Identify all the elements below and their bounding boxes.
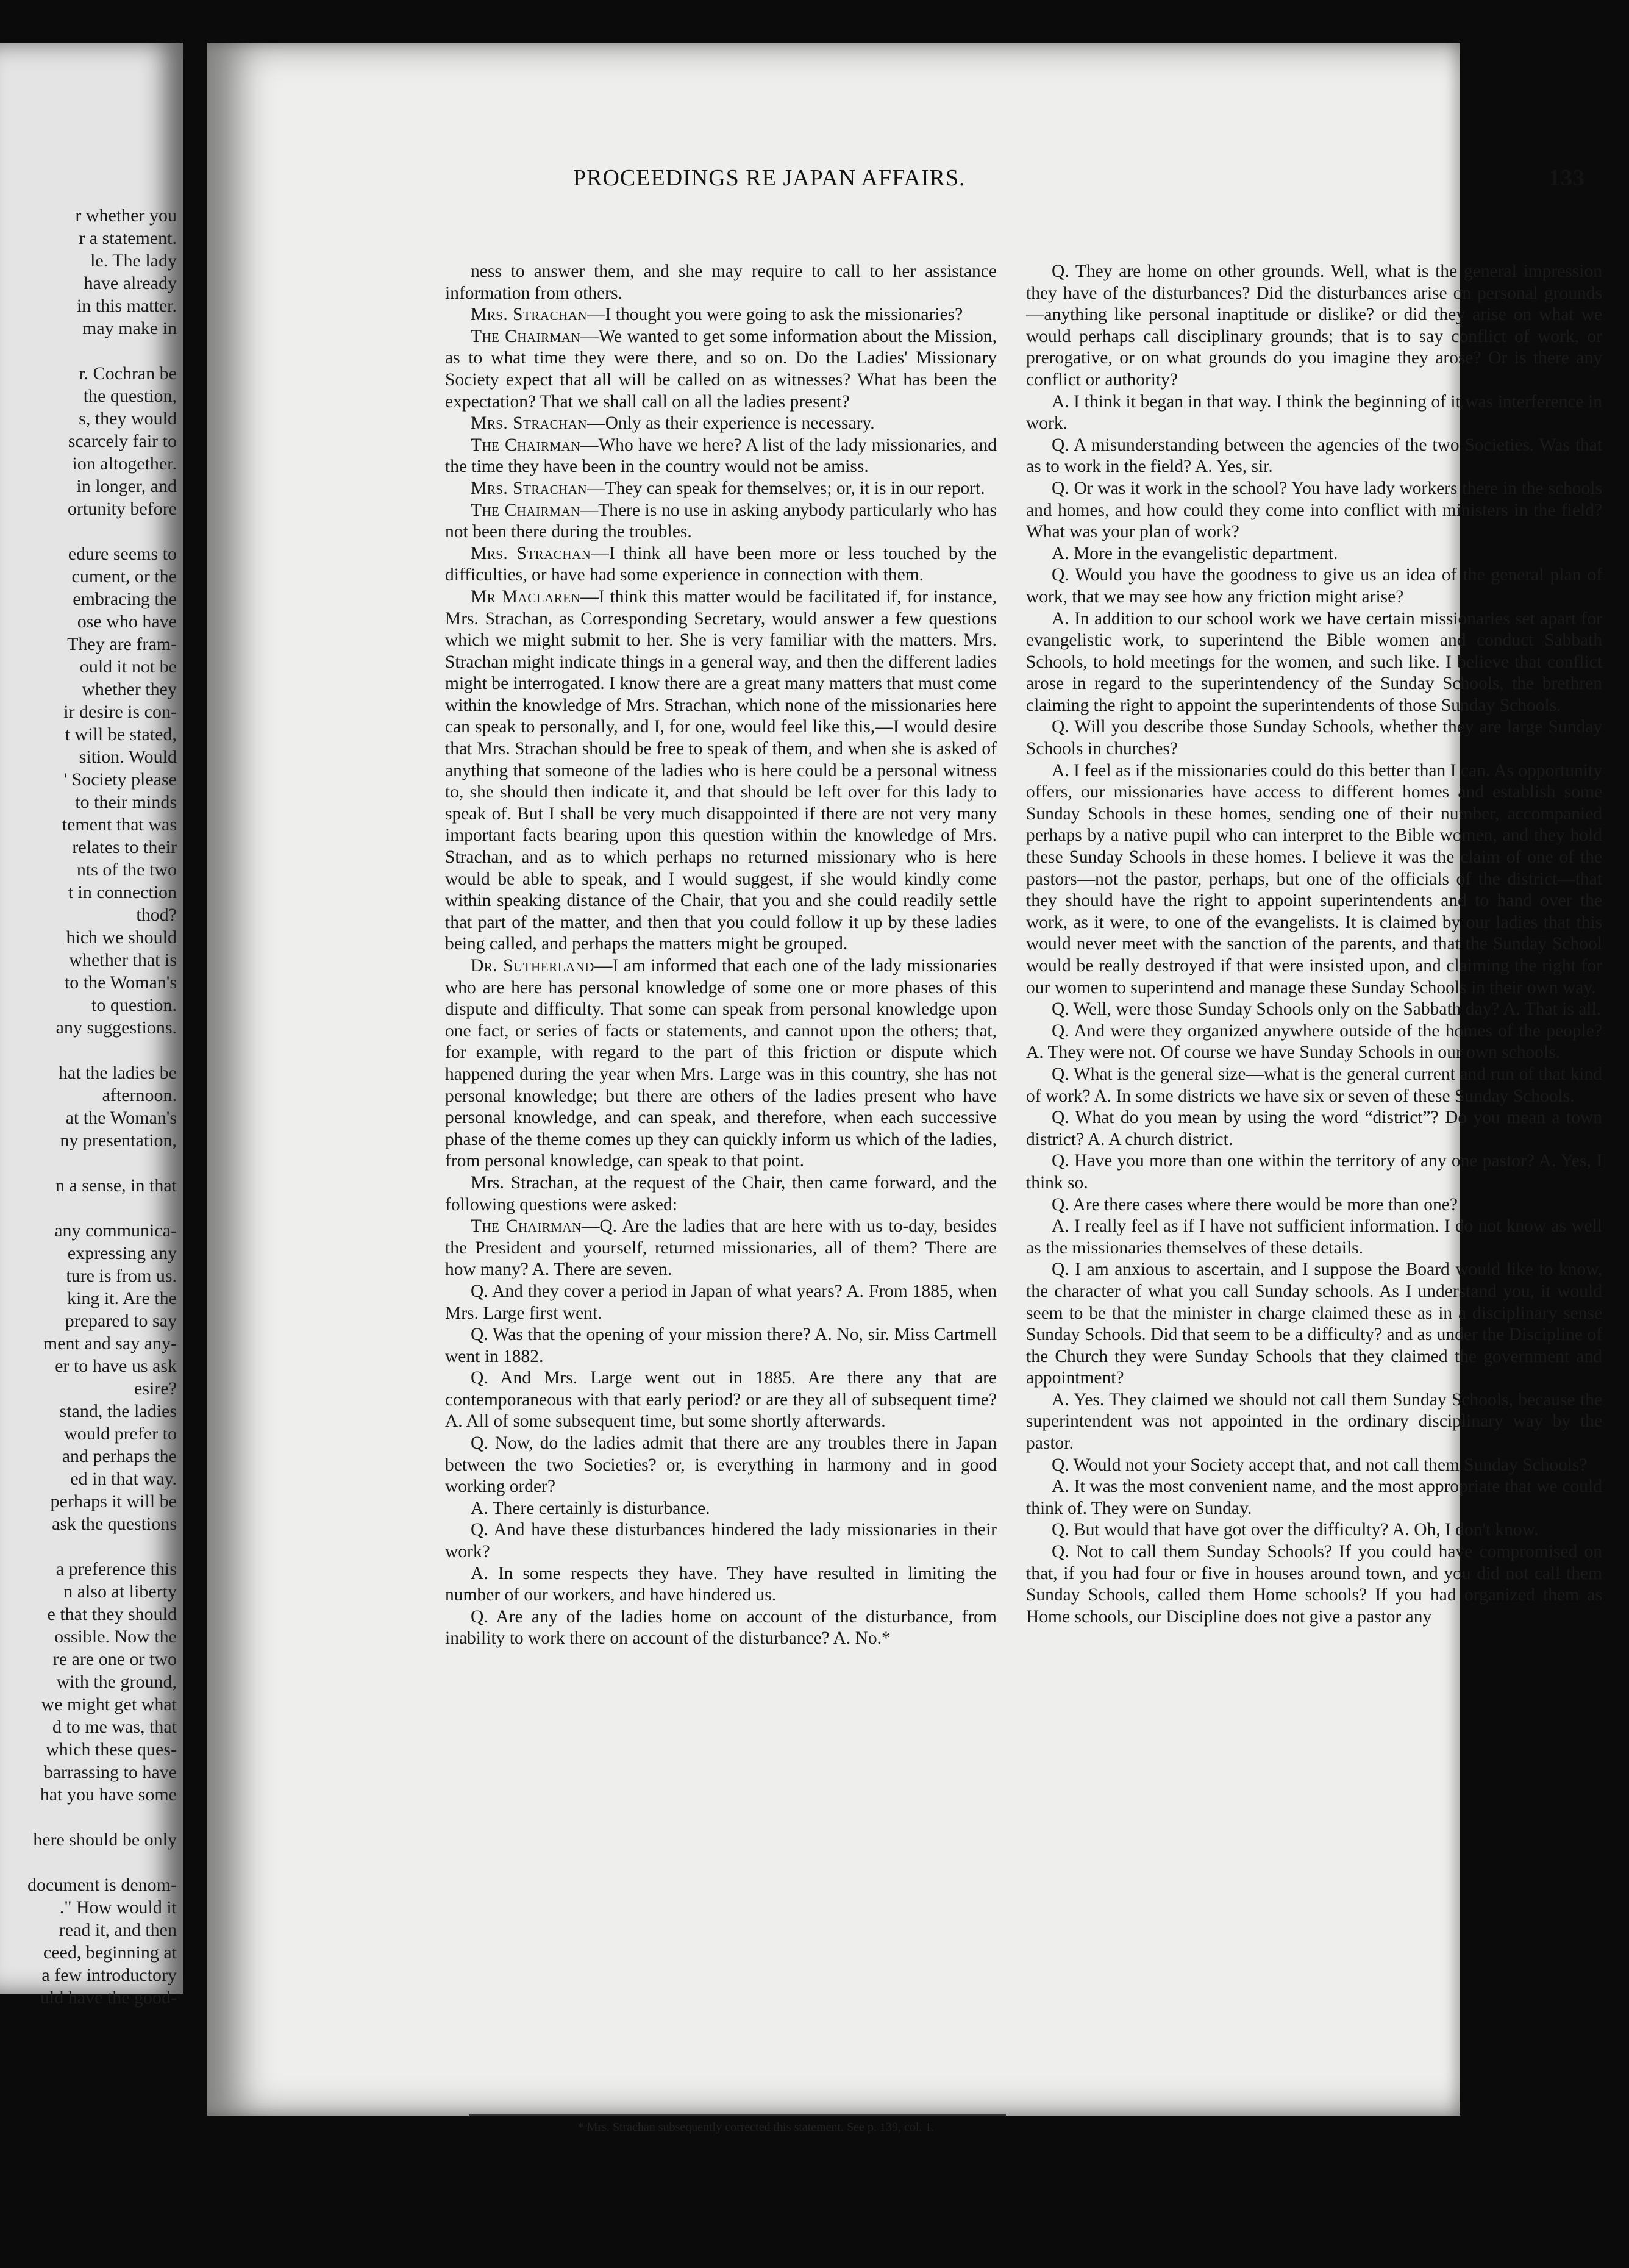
fragment-line: perhaps it will be bbox=[50, 1491, 177, 1511]
fragment-line: embracing the bbox=[73, 589, 177, 609]
qa-paragraph: A. I feel as if the missionaries could do this better than I can. As opportunity offers, our missionaries have access to different homes and establish some Sunday Schools in these homes, sending one of their number, accompanied perhaps by a native pupil who can interpret to the Bible women, and they hold these Sunday Schools in these homes. I believe it was the claim of one of the pastors—not the pastor, perhaps, but one of the officials of the district—that they should have the right to appoint superintendents and to hand over the work, as it were, to one of the evangelists. It is claimed by our ladies that this would never meet with the sanction of the parents, and that the Sunday School would be really destroyed if that were insisted upon, and claiming the right for our women to superintend and manage these Sunday Schools in their own way. bbox=[1026, 760, 1602, 997]
fragment-line: to the Woman's bbox=[64, 972, 177, 993]
qa-paragraph: Q. And were they organized anywhere outside of the homes of the people? A. They were not. Of course we have Sunday Schools in our own schools. bbox=[1026, 1021, 1602, 1063]
qa-paragraph: Q. Well, were those Sunday Schools only on the Sabbath day? A. That is all. bbox=[1052, 999, 1602, 1019]
speaker-name: Mrs. Strachan bbox=[471, 543, 591, 563]
fragment-line: ' Society please bbox=[63, 769, 177, 790]
fragment-line: ." How would it bbox=[59, 1897, 177, 1917]
fragment-line: read it, and then bbox=[59, 1920, 177, 1940]
paragraph-text: —Only as their experience is necessary. bbox=[587, 413, 875, 433]
fragment-line: in this matter. bbox=[76, 296, 177, 316]
page-number: 133 bbox=[1549, 165, 1585, 191]
line-gap bbox=[0, 1152, 177, 1174]
fragment-line: re are one or two bbox=[52, 1649, 177, 1669]
paragraph-text: Q. Was that the opening of your mission there? A. No, sir. Miss Cartmell went in 1882. bbox=[445, 1325, 997, 1366]
fragment-line: They are fram- bbox=[67, 634, 177, 654]
fragment-line: hich we should bbox=[66, 927, 177, 947]
paragraph-text: —They can speak for themselves; or, it is in our report. bbox=[587, 478, 985, 498]
line-gap bbox=[0, 340, 177, 362]
fragment-line: ture is from us. bbox=[66, 1266, 177, 1286]
fragment-line: hat the ladies be bbox=[58, 1063, 177, 1083]
fragment-line: t will be stated, bbox=[65, 724, 177, 744]
running-header bbox=[573, 165, 1585, 195]
fragment-line: ose who have bbox=[77, 612, 177, 632]
line-gap bbox=[0, 520, 177, 543]
fragment-line: r whether you bbox=[75, 205, 177, 226]
fragment-line: to question. bbox=[91, 995, 177, 1015]
fragment-line: a preference this bbox=[55, 1559, 177, 1579]
paragraph-text: —I think this matter would be facilitated if, for instance, Mrs. Strachan, as Corresponding Secretary, would answer a few questions which we might submit to her. She is very familiar with the matters. Mrs. Strachan might indicate things in a general way, and then the different ladies might be interrogated. I know there are a great many matters that must come within the knowledge of Mrs. Strachan, which none of the missionaries here can speak to personally, and I, for one, would feel like this,—I would desire that Mrs. Strachan should be free to speak of them, and when she is asked of anything that someone of the ladies who is here could be a personal witness to, she should then indicate it, and that should be left over for this lady to speak of. But I shall be very much disappointed if there are not very many important facts bearing upon this question within the knowledge of Mrs. Strachan, and as to which perhaps no returned missionary who is here would be able to speak, and I would suggest, if she would kindly come within speaking distance of the Chair, that you and she could readily settle that part of the matter, and then that you could follow it up by these ladies being called, and perhaps the matters might be grouped. bbox=[445, 587, 997, 954]
paragraph bbox=[445, 587, 997, 955]
qa-paragraph: A. I think it began in that way. I think the beginning of it was interference in work. bbox=[1026, 391, 1602, 433]
qa-paragraph: Q. But would that have got over the difficulty? A. Oh, I don't know. bbox=[1052, 1520, 1539, 1540]
qa-paragraph: A. I really feel as if I have not sufficient information. I do not know as well as the missionaries themselves of these details. bbox=[1026, 1216, 1602, 1258]
paragraph bbox=[445, 326, 997, 413]
paragraph bbox=[445, 1519, 997, 1563]
left-column bbox=[445, 261, 997, 1650]
fragment-line: prepared to say bbox=[65, 1311, 177, 1331]
line-gap bbox=[0, 1039, 177, 1061]
fragment-line: r a statement. bbox=[79, 228, 177, 248]
line-gap bbox=[0, 1851, 177, 1874]
speaker-name: The Chairman bbox=[471, 500, 580, 520]
fragment-line: expressing any bbox=[67, 1243, 177, 1263]
qa-paragraph: A. Yes. They claimed we should not call them Sunday Schools, because the superintendent was not appointed in the ordinary disciplinary way by the pastor. bbox=[1026, 1389, 1602, 1453]
paragraph-text: —I think all have been more or less touched by the difficulties, or have had some experience in connection with them. bbox=[445, 543, 997, 585]
paragraph bbox=[445, 1563, 997, 1606]
paragraph-text: —Q. Are the ladies that are here with us to-day, besides the President and yourself, returned missionaries, all of them? There are how many? A. There are seven. bbox=[445, 1216, 997, 1280]
paragraph-text: Q. And Mrs. Large went out in 1885. Are there any that are contemporaneous with that early period? or are they all of subsequent time? A. All of some subsequent time, but some shortly afterwards. bbox=[445, 1368, 997, 1432]
fragment-line: we might get what bbox=[41, 1694, 177, 1714]
qa-paragraph: Q. Would you have the goodness to give us an idea of the general plan of work, that we may see how any friction might arise? bbox=[1026, 565, 1602, 607]
fragment-line: e that they should bbox=[47, 1604, 177, 1624]
fragment-line: king it. Are the bbox=[67, 1288, 177, 1308]
fragment-line: ed in that way. bbox=[70, 1469, 177, 1489]
qa-paragraph: A. It was the most convenient name, and the most appropriate that we could think of. They were on Sunday. bbox=[1026, 1477, 1602, 1518]
fragment-line: ir desire is con- bbox=[63, 702, 177, 722]
fragment-line: ceed, beginning at bbox=[43, 1942, 177, 1963]
fragment-line: afternoon. bbox=[102, 1085, 177, 1105]
speaker-name: The Chairman bbox=[471, 1216, 582, 1236]
paragraph bbox=[445, 1216, 997, 1281]
fragment-line: any communica- bbox=[54, 1221, 177, 1241]
paragraph bbox=[445, 435, 997, 478]
fragment-line: ould it not be bbox=[79, 657, 177, 677]
paragraph bbox=[445, 413, 997, 435]
fragment-line: whether they bbox=[82, 679, 177, 699]
fragment-line: relates to their bbox=[72, 837, 177, 857]
paragraph bbox=[445, 1606, 997, 1650]
fragment-line: hat you have some bbox=[40, 1785, 177, 1805]
paragraph-text: —I am informed that each one of the lady missionaries who are here has personal knowledge of some one or more phases of this dispute and difficulty. That some can speak from personal knowledge upon one fact, or series of facts or statements, and cannot upon the others; that, for example, with regard to the part of this friction or dispute which happened during the year when Mrs. Large was in this country, she has not personal knowledge; but there are others of the ladies present who have personal knowledge, and can speak, and therefore, when each successive phase of the theme comes up they can quickly inform us which of the ladies, from personal knowledge, can speak to that point. bbox=[445, 956, 997, 1171]
footnote-rule bbox=[469, 2114, 1006, 2116]
fragment-line: er to have us ask bbox=[55, 1356, 177, 1376]
paragraph-text: —Who have we here? A list of the lady missionaries, and the time they have been in the country would not be amiss. bbox=[445, 435, 997, 477]
fragment-line: sition. Would bbox=[79, 747, 177, 767]
paragraph bbox=[445, 1368, 997, 1433]
qa-paragraph: Q. They are home on other grounds. Well, what is the general impression they have of the disturbances? Did the disturbances arise on personal grounds—anything like personal inaptitude or dislike? or did they arise on what we would perhaps call disciplinary grounds; that is to say conflict of work, or prerogative, or on what grounds do you imagine they arose? Or is there any conflict or authority? bbox=[1026, 262, 1602, 390]
fragment-line: at the Woman's bbox=[65, 1108, 177, 1128]
left-page-fragment bbox=[0, 43, 183, 2008]
fragment-line: a few introductory bbox=[41, 1965, 177, 1985]
paragraph-text: Q. Are any of the ladies home on account of the disturbance, from inability to work there on account of the disturbance? A. No.* bbox=[445, 1606, 997, 1649]
left-page-text bbox=[0, 204, 177, 2009]
footnote: * Mrs. Strachan subsequently corrected this statement. See p. 139, col. 1. bbox=[577, 2120, 935, 2134]
paragraph-text: Q. And have these disturbances hindered the lady missionaries in their work? bbox=[445, 1520, 997, 1562]
fragment-line: t in connection bbox=[68, 882, 177, 902]
fragment-line: nts of the two bbox=[76, 860, 177, 880]
fragment-line: s, they would bbox=[79, 408, 177, 429]
fragment-line: thod? bbox=[136, 905, 177, 925]
fragment-line: in longer, and bbox=[76, 476, 177, 496]
paragraph bbox=[445, 500, 997, 543]
fragment-line: ortunity before bbox=[67, 499, 177, 519]
speaker-name: Dr. Sutherland bbox=[471, 956, 594, 975]
fragment-line: would prefer to bbox=[64, 1424, 177, 1444]
right-column bbox=[1026, 261, 1602, 1628]
qa-paragraph: Q. Not to call them Sunday Schools? If you could have compromised on that, if you had four or five in houses around town, and you did not call them Sunday Schools, called them Home schools? If you had organized them as Home schools, our Discipline does not give a pastor any bbox=[1026, 1542, 1602, 1627]
fragment-line: which these ques- bbox=[46, 1739, 177, 1760]
paragraph bbox=[445, 955, 997, 1172]
qa-paragraph: Q. Will you describe those Sunday Schools, whether they are large Sunday Schools in churches? bbox=[1026, 717, 1602, 759]
qa-paragraph: Q. Or was it work in the school? You have lady workers there in the schools and homes, and how could they come into conflict with ministers in the field? What was your plan of work? bbox=[1026, 478, 1602, 542]
qa-paragraph: Q. I am anxious to ascertain, and I suppose the Board would like to know, the character of what you call Sunday schools. As I understand you, it would seem to be that the minister in charge claimed these as in a disciplinary sense Sunday Schools. Did that seem to be a difficulty? and as under the Discipline of the Church they were Sunday Schools that they claimed the government and appointment? bbox=[1026, 1260, 1602, 1388]
line-gap bbox=[0, 1535, 177, 1558]
right-page bbox=[207, 43, 1602, 2134]
paragraph-text: Q. Now, do the ladies admit that there are any troubles there in Japan between the two Societies? or, is everything in harmony and in good working order? bbox=[445, 1433, 997, 1497]
fragment-line: r. Cochran be bbox=[79, 363, 177, 383]
paragraph bbox=[445, 1172, 997, 1216]
fragment-line: barrassing to have bbox=[43, 1762, 177, 1782]
paragraph-text: —I thought you were going to ask the missionaries? bbox=[587, 305, 963, 325]
fragment-line: may make in bbox=[82, 318, 177, 338]
fragment-line: stand, the ladies bbox=[59, 1401, 177, 1421]
speaker-name: Mr Maclaren bbox=[471, 587, 581, 607]
fragment-line: to their minds bbox=[75, 792, 177, 812]
qa-paragraph: Q. What is the general size—what is the general current and run of that kind of work? A. In some districts we have six or seven of these Sunday Schools. bbox=[1026, 1064, 1602, 1106]
fragment-line: with the ground, bbox=[56, 1672, 177, 1692]
paragraph-text: Q. And they cover a period in Japan of what years? A. From 1885, when Mrs. Large first went. bbox=[445, 1281, 997, 1323]
fragment-line: n a sense, in that bbox=[55, 1175, 177, 1196]
qa-paragraph: Q. Are there cases where there would be more than one? bbox=[1052, 1194, 1458, 1214]
paragraph-text: Mrs. Strachan, at the request of the Chair, then came forward, and the following questions were asked: bbox=[445, 1172, 997, 1214]
header-title: PROCEEDINGS RE JAPAN AFFAIRS. bbox=[573, 165, 966, 191]
fragment-line: ossible. Now the bbox=[54, 1627, 177, 1647]
qa-paragraph: Q. What do you mean by using the word “district”? Do you mean a town district? A. A church district. bbox=[1026, 1108, 1602, 1149]
fragment-line: ment and say any- bbox=[43, 1333, 177, 1353]
qa-paragraph: Q. Have you more than one within the territory of any one pastor? A. Yes, I think so. bbox=[1026, 1151, 1602, 1193]
fragment-line: edure seems to bbox=[68, 544, 177, 564]
paragraph-text: —There is no use in asking anybody particularly who has not been there during the troubles. bbox=[445, 500, 997, 542]
paragraph-text: ness to answer them, and she may require to call to her assistance information from others. bbox=[445, 262, 997, 303]
qa-paragraph: A. In addition to our school work we have certain missionaries set apart for evangelistic work, to superintend the Bible women and conduct Sabbath Schools, to hold meetings for the women, and such like. I believe that conflict arose in regard to the superintendency of the Sunday Schools, the brethren claiming the right to appoint the superintendents of those Sunday Schools. bbox=[1026, 608, 1602, 715]
speaker-name: Mrs. Strachan bbox=[471, 478, 588, 498]
paragraph bbox=[445, 543, 997, 587]
fragment-line: whether that is bbox=[69, 950, 177, 970]
paragraph bbox=[445, 1498, 997, 1520]
speaker-name: Mrs. Strachan bbox=[471, 413, 588, 433]
speaker-name: The Chairman bbox=[471, 435, 580, 455]
qa-paragraph: A. More in the evangelistic department. bbox=[1052, 543, 1338, 563]
fragment-line: n also at liberty bbox=[63, 1582, 177, 1602]
paragraph bbox=[445, 1433, 997, 1498]
line-gap bbox=[0, 1197, 177, 1219]
paragraph bbox=[445, 478, 997, 500]
fragment-line: uld have the good- bbox=[40, 1988, 177, 2008]
fragment-line: tement that was bbox=[62, 815, 177, 835]
fragment-line: scarcely fair to bbox=[68, 431, 177, 451]
fragment-line: ask the questions bbox=[52, 1514, 177, 1534]
paragraph-text: —We wanted to get some information about the Mission, as to what time they were there, and so on. Do the Ladies' Missionary Society expect that all will be called on as witnesses? What has been the expectation? That we shall call on all the ladies present? bbox=[445, 326, 997, 412]
fragment-line: cument, or the bbox=[71, 566, 177, 587]
paragraph-text: A. In some respects they have. They have resulted in limiting the number of our workers, and have hindered us. bbox=[445, 1563, 997, 1605]
paragraph bbox=[445, 261, 997, 304]
paragraph bbox=[445, 1281, 997, 1324]
speaker-name: The Chairman bbox=[471, 326, 581, 346]
fragment-line: the question, bbox=[83, 386, 177, 406]
fragment-line: le. The lady bbox=[90, 251, 177, 271]
fragment-line: have already bbox=[84, 273, 177, 293]
fragment-line: ny presentation, bbox=[60, 1130, 177, 1150]
paragraph bbox=[445, 1324, 997, 1368]
paragraph-text: A. There certainly is disturbance. bbox=[471, 1498, 710, 1518]
qa-paragraph: Q. A misunderstanding between the agencies of the two Societies. Was that as to work in the field? A. Yes, sir. bbox=[1026, 435, 1602, 477]
qa-paragraph: Q. Would not your Society accept that, and not call them Sunday Schools? bbox=[1052, 1455, 1588, 1475]
fragment-line: document is denom- bbox=[27, 1875, 177, 1895]
speaker-name: Mrs. Strachan bbox=[471, 305, 588, 325]
fragment-line: ion altogether. bbox=[72, 454, 177, 474]
fragment-line: any suggestions. bbox=[55, 1018, 177, 1038]
line-gap bbox=[0, 1806, 177, 1828]
fragment-line: and perhaps the bbox=[62, 1446, 177, 1466]
fragment-line: here should be only bbox=[33, 1830, 177, 1850]
fragment-line: d to me was, that bbox=[52, 1717, 177, 1737]
paragraph bbox=[445, 304, 997, 326]
fragment-line: esire? bbox=[134, 1378, 177, 1399]
